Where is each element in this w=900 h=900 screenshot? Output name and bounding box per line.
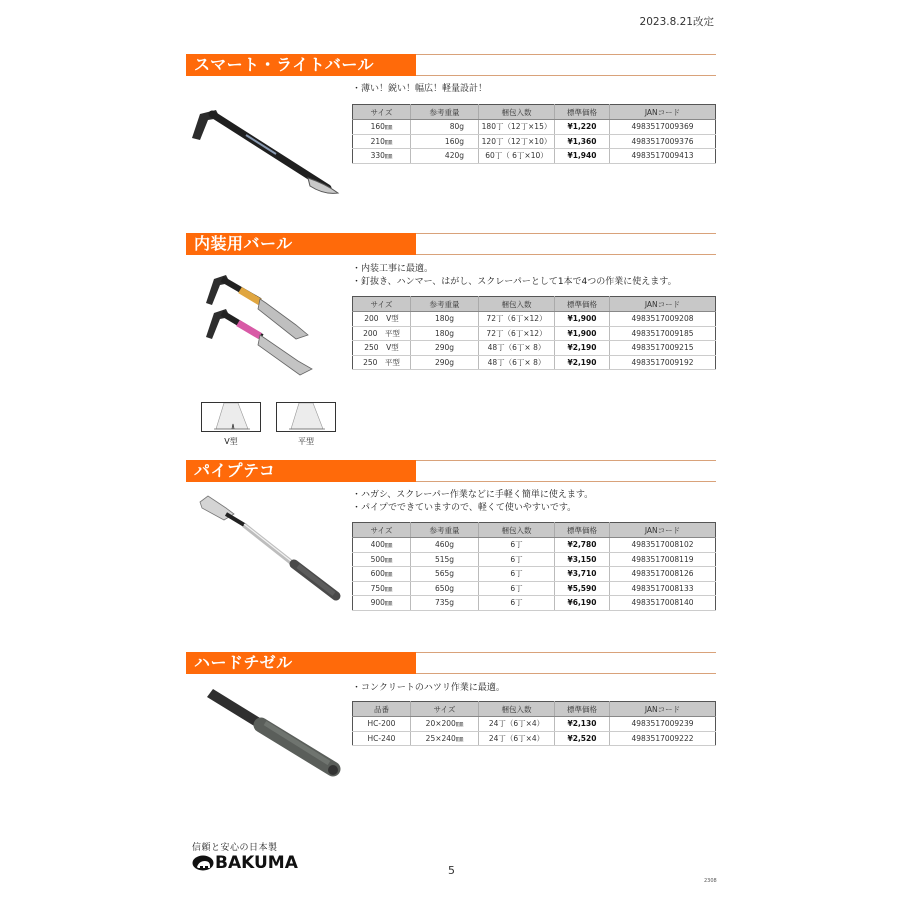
cell-price: ¥2,520 — [555, 731, 610, 746]
col-header: サイズ — [353, 523, 411, 538]
cell-packing: 60丁（ 6丁×10） — [479, 149, 555, 164]
brand-name: BAKUMA — [215, 853, 298, 873]
col-header: サイズ — [353, 297, 411, 312]
cell-price: ¥6,190 — [555, 596, 610, 611]
spec-table — [352, 701, 716, 746]
bear-logo-icon — [192, 855, 214, 871]
cell-price: ¥3,710 — [555, 567, 610, 582]
cell-packing: 6丁 — [479, 538, 555, 553]
table-row — [353, 134, 716, 149]
flat-type-figure — [276, 402, 336, 432]
cell-size: 330㎜ — [353, 149, 411, 164]
pipe-lever-image — [190, 490, 350, 620]
cell-weight: 565g — [411, 567, 479, 582]
cell-price: ¥2,130 — [555, 717, 610, 732]
spec-table — [352, 522, 716, 611]
table-row — [353, 717, 716, 732]
spec-table — [352, 296, 716, 370]
col-header: 標準価格 — [555, 105, 610, 120]
feature-bullet: ・釘抜き、ハンマー、はがし、スクレーパーとして1本で4つの作業に使えます。 — [352, 277, 677, 287]
cell-jan: 4983517009208 — [610, 312, 716, 327]
hard-chisel-image — [205, 685, 345, 780]
feature-list — [352, 263, 677, 289]
feature-list — [352, 682, 505, 695]
section-hard-chisel — [186, 652, 716, 743]
cell-price: ¥2,780 — [555, 538, 610, 553]
col-header: 参考重量 — [411, 523, 479, 538]
cell-size: 250 V型 — [353, 341, 411, 356]
feature-bullet: ・薄い！鋭い！幅広！軽量設計！ — [352, 84, 488, 94]
cell-weight: 420g — [411, 149, 479, 164]
section-interior-bar — [186, 233, 716, 367]
cell-size: 200 平型 — [353, 326, 411, 341]
table-row — [353, 552, 716, 567]
cell-size: 200 V型 — [353, 312, 411, 327]
cell-jan: 4983517008133 — [610, 581, 716, 596]
section-title: スマート・ライトバール — [194, 55, 375, 74]
cell-jan: 4983517009222 — [610, 731, 716, 746]
cell-weight: 80g — [411, 120, 479, 135]
section-title: ハードチゼル — [194, 653, 293, 672]
col-header: 標準価格 — [555, 523, 610, 538]
cell-weight: 180g — [411, 312, 479, 327]
cell-jan: 4983517009413 — [610, 149, 716, 164]
table-row — [353, 596, 716, 611]
interior-bar-image — [200, 265, 340, 385]
cell-packing: 24丁（6丁×4） — [479, 717, 555, 732]
table-row — [353, 326, 716, 341]
section-header — [186, 652, 716, 674]
table-header-row — [353, 297, 716, 312]
v-type-figure — [201, 402, 261, 432]
cell-packing: 6丁 — [479, 552, 555, 567]
v-type-blade-icon — [202, 403, 261, 432]
section-pipe-lever — [186, 460, 716, 608]
cell-size: 400㎜ — [353, 538, 411, 553]
table-row — [353, 149, 716, 164]
col-header: 参考重量 — [411, 297, 479, 312]
document-code: 2308 — [704, 878, 717, 884]
table-header-row — [353, 702, 716, 717]
section-title: 内装用バール — [194, 234, 293, 253]
feature-bullet: ・パイプでできていますので、軽くて使いやすいです。 — [352, 503, 577, 513]
col-header: 梱包入数 — [479, 297, 555, 312]
cell-price: ¥2,190 — [555, 355, 610, 370]
table-row — [353, 120, 716, 135]
cell-jan: 4983517009215 — [610, 341, 716, 356]
cell-part-number: HC-200 — [353, 717, 411, 732]
cell-weight: 160g — [411, 134, 479, 149]
cell-packing: 48丁（6丁× 8） — [479, 341, 555, 356]
table-row — [353, 581, 716, 596]
cell-packing: 6丁 — [479, 567, 555, 582]
feature-bullet: ・コンクリートのハツリ作業に最適。 — [352, 683, 505, 693]
col-header: JANコード — [610, 523, 716, 538]
feature-bullet: ・内装工事に最適。 — [352, 264, 434, 274]
cell-packing: 24丁（6丁×4） — [479, 731, 555, 746]
logo-tagline: 信頼と安心の日本製 — [192, 843, 278, 853]
flat-type-blade-icon — [277, 403, 336, 432]
cell-weight: 180g — [411, 326, 479, 341]
smart-light-bar-image — [186, 98, 346, 198]
table-row — [353, 567, 716, 582]
feature-list — [352, 83, 487, 96]
cell-packing: 6丁 — [479, 581, 555, 596]
section-header — [186, 54, 716, 76]
cell-packing: 72丁（6丁×12） — [479, 326, 555, 341]
table-row — [353, 538, 716, 553]
cell-packing: 48丁（6丁× 8） — [479, 355, 555, 370]
cell-size: 600㎜ — [353, 567, 411, 582]
col-header: JANコード — [610, 105, 716, 120]
cell-jan: 4983517008140 — [610, 596, 716, 611]
cell-price: ¥3,150 — [555, 552, 610, 567]
feature-bullet: ・ハガシ、スクレーパー作業などに手軽く簡単に使えます。 — [352, 490, 594, 500]
cell-weight: 290g — [411, 355, 479, 370]
cell-size: 500㎜ — [353, 552, 411, 567]
page-number: 5 — [448, 864, 455, 877]
cell-packing: 180丁（12丁×15） — [479, 120, 555, 135]
cell-size: 900㎜ — [353, 596, 411, 611]
cell-price: ¥2,190 — [555, 341, 610, 356]
cell-size: 210㎜ — [353, 134, 411, 149]
flat-type-label: 平型 — [298, 437, 314, 446]
col-header: JANコード — [610, 297, 716, 312]
section-header — [186, 460, 716, 482]
col-header: サイズ — [411, 702, 479, 717]
table-header-row — [353, 105, 716, 120]
cell-size: 750㎜ — [353, 581, 411, 596]
cell-price: ¥1,900 — [555, 326, 610, 341]
cell-size: 250 平型 — [353, 355, 411, 370]
bakuma-logo — [192, 840, 298, 872]
cell-weight: 650g — [411, 581, 479, 596]
cell-jan: 4983517008102 — [610, 538, 716, 553]
col-header: 標準価格 — [555, 297, 610, 312]
revision-date: 2023.8.21改定 — [639, 16, 714, 28]
cell-packing: 6丁 — [479, 596, 555, 611]
table-row — [353, 312, 716, 327]
cell-price: ¥5,590 — [555, 581, 610, 596]
section-header — [186, 233, 716, 255]
cell-weight: 735g — [411, 596, 479, 611]
logo-brand — [192, 854, 298, 872]
cell-size: 20×200㎜ — [411, 717, 479, 732]
cell-part-number: HC-240 — [353, 731, 411, 746]
table-row — [353, 341, 716, 356]
table-row — [353, 355, 716, 370]
col-header: JANコード — [610, 702, 716, 717]
col-header: 品番 — [353, 702, 411, 717]
cell-jan: 4983517009192 — [610, 355, 716, 370]
cell-packing: 120丁（12丁×10） — [479, 134, 555, 149]
cell-price: ¥1,220 — [555, 120, 610, 135]
cell-jan: 4983517009239 — [610, 717, 716, 732]
cell-size: 25×240㎜ — [411, 731, 479, 746]
table-row — [353, 731, 716, 746]
cell-jan: 4983517008126 — [610, 567, 716, 582]
col-header: 梱包入数 — [479, 523, 555, 538]
cell-jan: 4983517009369 — [610, 120, 716, 135]
spec-table — [352, 104, 716, 164]
cell-price: ¥1,900 — [555, 312, 610, 327]
table-header-row — [353, 523, 716, 538]
col-header: 参考重量 — [411, 105, 479, 120]
cell-weight: 290g — [411, 341, 479, 356]
section-smart-light-bar — [186, 54, 716, 161]
section-title: パイプテコ — [194, 461, 276, 480]
cell-jan: 4983517009185 — [610, 326, 716, 341]
cell-weight: 515g — [411, 552, 479, 567]
cell-jan: 4983517008119 — [610, 552, 716, 567]
cell-jan: 4983517009376 — [610, 134, 716, 149]
col-header: 梱包入数 — [479, 105, 555, 120]
cell-size: 160㎜ — [353, 120, 411, 135]
cell-packing: 72丁（6丁×12） — [479, 312, 555, 327]
cell-price: ¥1,940 — [555, 149, 610, 164]
col-header: サイズ — [353, 105, 411, 120]
cell-price: ¥1,360 — [555, 134, 610, 149]
col-header: 標準価格 — [555, 702, 610, 717]
feature-list — [352, 489, 593, 515]
v-type-label: V型 — [224, 437, 238, 446]
cell-weight: 460g — [411, 538, 479, 553]
col-header: 梱包入数 — [479, 702, 555, 717]
